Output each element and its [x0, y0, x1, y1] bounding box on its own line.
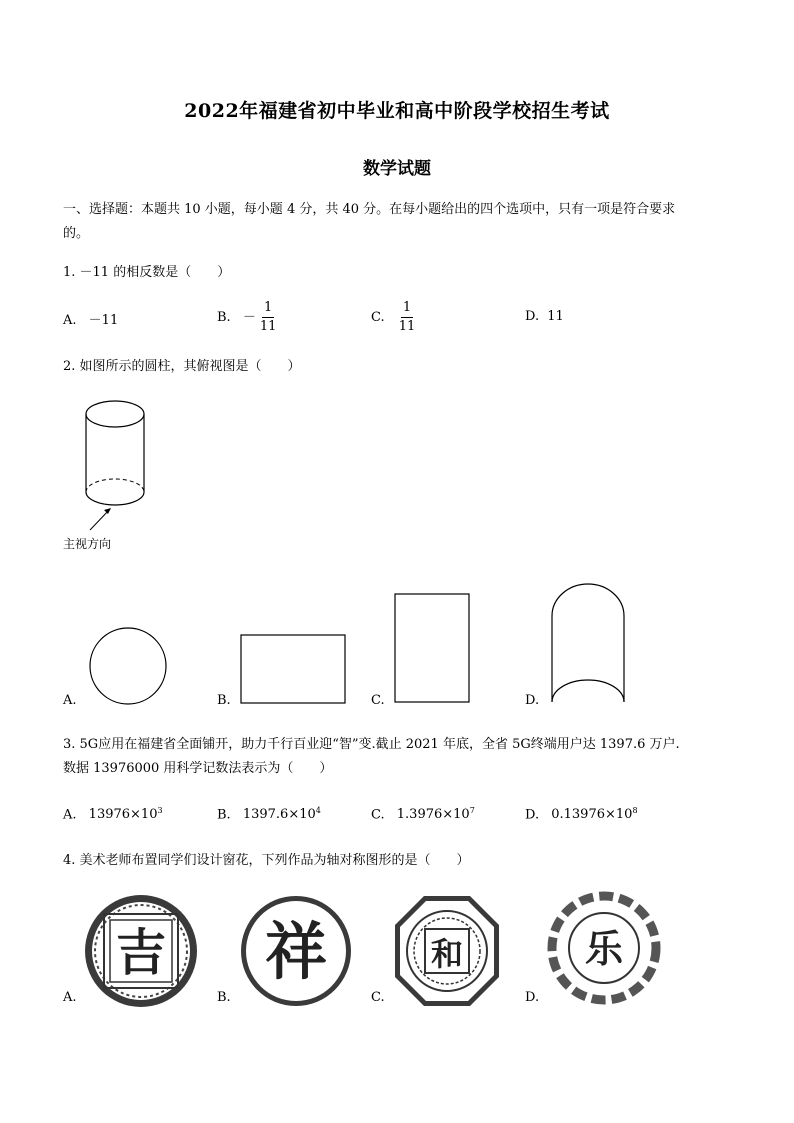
option-char: 祥 [264, 915, 328, 988]
option-b-rectangle [239, 633, 349, 705]
exponent: 7 [469, 806, 475, 815]
exam-subtitle: 数学试题 [363, 159, 431, 179]
fraction-numerator: 1 [262, 299, 274, 318]
option-label: D. [525, 807, 540, 823]
option-value: 11 [547, 309, 564, 324]
fraction [397, 299, 418, 336]
q4-option-c-label: C. [371, 990, 385, 1005]
option-label: A. [63, 313, 77, 328]
option-sign: － [242, 310, 256, 325]
option-label: B. [217, 807, 231, 823]
question-4-stem: 4. 美术老师布置同学们设计窗花，下列作品为轴对称图形的是（ ） [63, 853, 470, 868]
option-d-cylinder-front [549, 580, 629, 706]
option-label: C. [371, 310, 385, 325]
q2-option-b-label: B. [217, 693, 231, 708]
q4-option-a-label: A. [63, 990, 77, 1005]
option-label: B. [217, 310, 231, 325]
paper-cut-he [392, 893, 502, 1009]
paper-cut-ji [82, 892, 200, 1010]
option-value: －11 [88, 313, 119, 328]
q1-option-c [371, 299, 417, 336]
option-value: 0.13976×10 [551, 807, 633, 823]
cylinder-figure [60, 396, 170, 556]
fraction-denominator: 11 [259, 319, 277, 334]
q1-option-d [525, 309, 564, 324]
question-1-stem: 1. －11 的相反数是（ ） [63, 265, 231, 280]
exponent: 4 [315, 806, 321, 815]
q3-option-c [371, 806, 475, 822]
exponent: 3 [157, 806, 163, 815]
option-value: 13976×10 [88, 807, 158, 823]
option-c-tall-rectangle [393, 592, 473, 706]
q3-option-a [63, 806, 163, 822]
q3-option-b [217, 806, 321, 822]
paper-cut-le [545, 889, 663, 1007]
q1-option-b [217, 299, 278, 336]
exam-title: 2022年福建省初中毕业和高中阶段学校招生考试 [184, 100, 610, 122]
q2-option-c-label: C. [371, 693, 385, 708]
q3-option-d [525, 806, 638, 822]
q4-option-d-label: D. [525, 990, 540, 1005]
option-char: 乐 [584, 927, 624, 971]
section-instructions-line2: 的。 [63, 226, 90, 241]
question-2-stem: 2. 如图所示的圆柱，其俯视图是（ ） [63, 359, 301, 374]
option-char: 和 [430, 935, 464, 973]
exponent: 8 [632, 806, 638, 815]
q2-option-a-label: A. [63, 693, 77, 708]
q4-option-b-label: B. [217, 990, 231, 1005]
section-instructions-line1: 一、选择题：本题共 10 小题，每小题 4 分，共 40 分。在每小题给出的四个选项中，只有一项是符合要求 [63, 202, 676, 217]
option-value: 1.3976×10 [396, 807, 470, 823]
fraction-denominator: 11 [398, 319, 416, 334]
option-char: 吉 [116, 924, 166, 982]
q1-option-a [63, 309, 118, 328]
question-3-stem-line2: 数据 13976000 用科学记数法表示为（ ） [63, 761, 333, 776]
fraction-numerator: 1 [401, 299, 413, 318]
figure-caption: 主视方向 [63, 537, 112, 551]
question-3-stem-line1: 3. 5G应用在福建省全面铺开，助力千行百业迎“智”变.截止 2021 年底，全省 5G终端用户达 1397.6 万户. [63, 737, 680, 752]
paper-cut-xiang [238, 893, 354, 1009]
fraction [258, 299, 279, 336]
option-label: D. [525, 309, 540, 324]
option-a-circle [88, 626, 168, 706]
option-label: A. [63, 807, 77, 823]
option-value: 1397.6×10 [242, 807, 316, 823]
q2-option-d-label: D. [525, 693, 540, 708]
option-label: C. [371, 807, 385, 823]
